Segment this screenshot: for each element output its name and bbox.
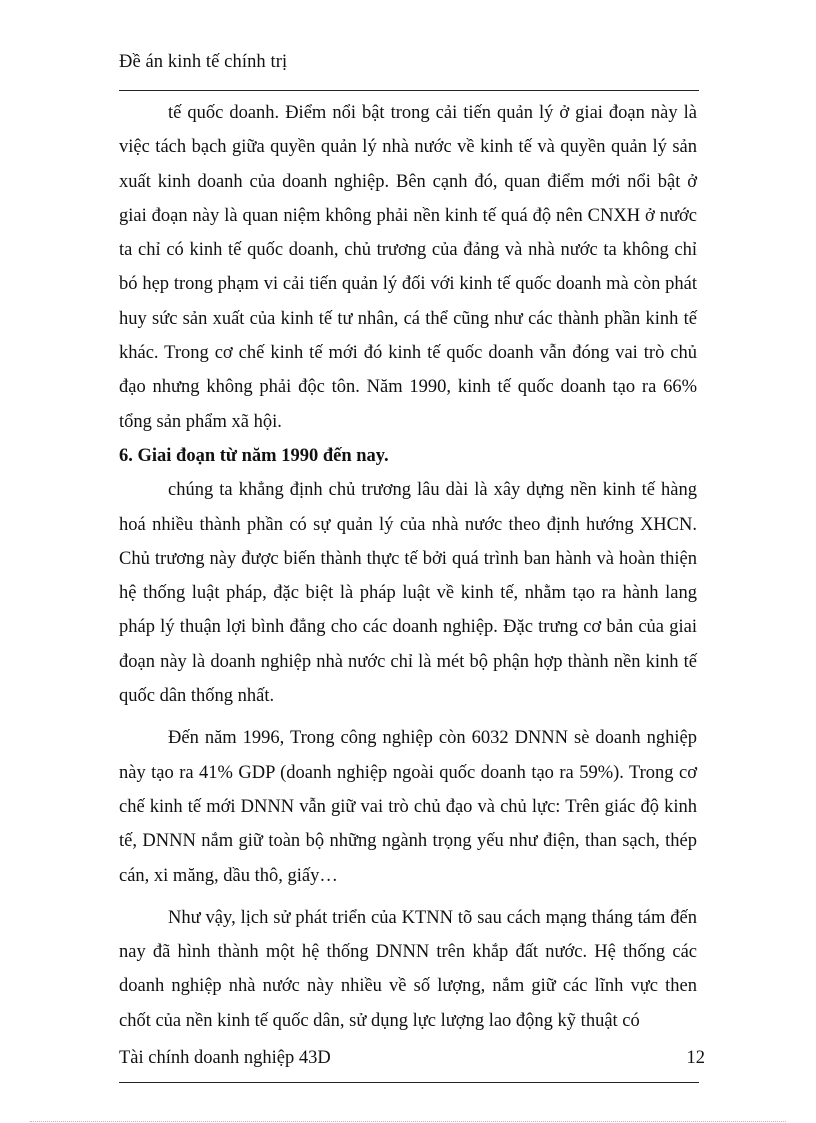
document-title: Đề án kinh tế chính trị xyxy=(119,52,288,72)
body-paragraph: Đến năm 1996, Trong công nghiệp còn 6032 DNNN sè doanh nghiệp này tạo ra 41% GDP (doanh nghiệp ngoài quốc doanh tạo ra 59%). Trong cơ chế kinh tế mới DNNN vẫn giữ vai trò chủ đạo và chủ lực: Trên giác độ kinh tế, DNNN nắm giữ toàn bộ những ngành trọng yếu như điện, than sạch, thép cán, xi măng, dầu thô, giấy… xyxy=(119,728,697,886)
document-body xyxy=(119,96,697,1038)
section-heading: 6. Giai đoạn từ năm 1990 đến nay. xyxy=(119,445,389,466)
page-header xyxy=(119,50,699,91)
footer-text: Tài chính doanh nghiệp 43D xyxy=(119,1048,331,1068)
body-paragraph: chúng ta khẳng định chủ trương lâu dài là xây dựng nền kinh tế hàng hoá nhiều thành phần có sự quản lý của nhà nước theo định hướng XHCN. Chủ trương này được biến thành thực tế bởi quá trình ban hành và hoàn thiện hệ thống luật pháp, đặc biệt là pháp luật về kinh tế, nhằm tạo ra hành lang pháp lý thuận lợi bình đẳng cho các doanh nghiệp. Đặc trưng cơ bản của giai đoạn này là doanh nghiệp nhà nước chỉ là mét bộ phận hợp thành nền kinh tế quốc dân thống nhất. xyxy=(119,480,697,707)
body-paragraph: tế quốc doanh. Điểm nổi bật trong cải tiến quản lý ở giai đoạn này là việc tách bạch giữa quyền quản lý nhà nước về kinh tế và quyền quản lý sản xuất kinh doanh của doanh nghiệp. Bên cạnh đó, quan điểm mới nổi bật ở giai đoạn này là quan niệm không phải nền kinh tế quá độ nên CNXH ở nước ta chỉ có kinh tế quốc doanh, chủ trương của đảng và nhà nước ta không chỉ bó hẹp trong phạm vi cải tiến quản lý đối với kinh tế quốc doanh mà còn phát huy sức sản xuất của kinh tế tư nhân, cá thể cũng như các thành phần kinh tế khác. Trong cơ chế kinh tế mới đó kinh tế quốc doanh vẫn đóng vai trò chủ đạo nhưng không phải độc tôn. Năm 1990, kinh tế quốc doanh tạo ra 66% tổng sản phẩm xã hội. xyxy=(119,103,697,432)
page-footer xyxy=(119,1046,705,1083)
body-paragraph: Như vậy, lịch sử phát triển của KTNN tõ sau cách mạng tháng tám đến nay đã hình thành một hệ thống DNNN trên khắp đất nước. Hệ thống các doanh nghiệp nhà nước này nhiều về số lượng, nắm giữ các lĩnh vực then chốt của nền kinh tế quốc dân, sử dụng lực lượng lao động kỹ thuật có xyxy=(119,907,697,1031)
page-edge-divider xyxy=(30,1121,786,1122)
page-number: 12 xyxy=(686,1048,705,1068)
